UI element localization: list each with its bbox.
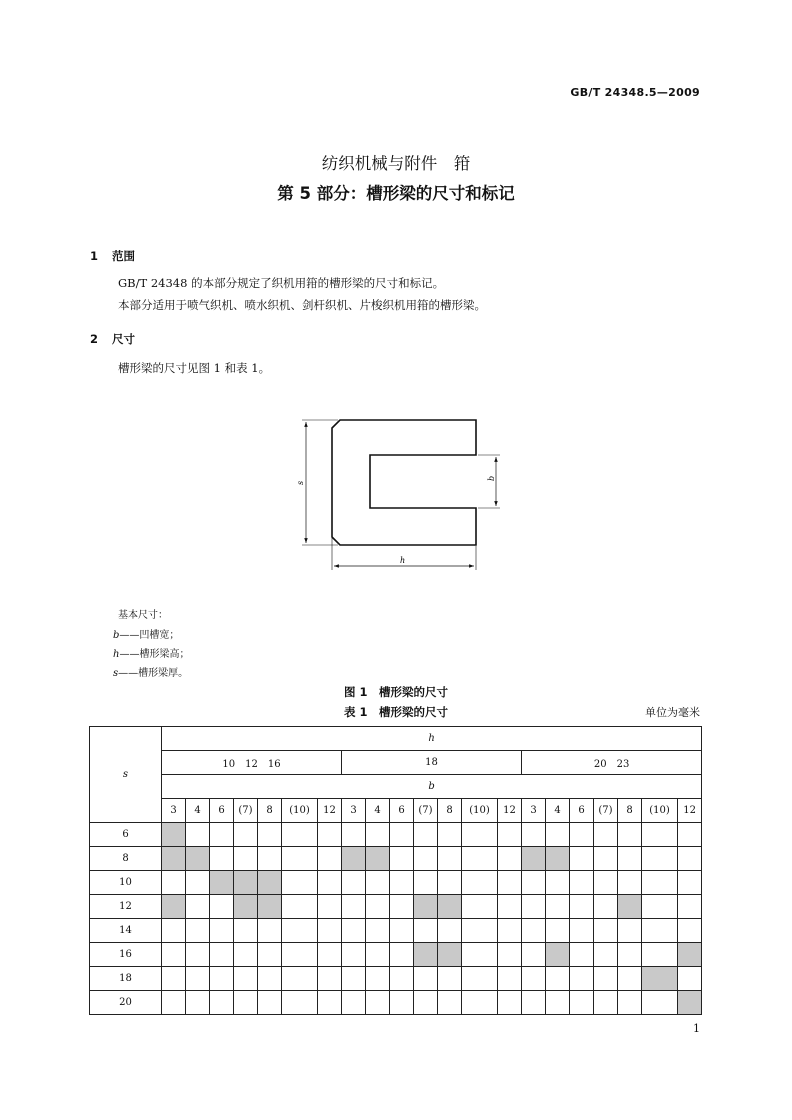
empty-cell xyxy=(162,919,186,943)
empty-cell xyxy=(522,967,546,991)
table-row xyxy=(90,991,702,1015)
legend-text: ——槽形梁高； xyxy=(119,649,190,660)
empty-cell xyxy=(546,991,570,1015)
empty-cell xyxy=(570,871,594,895)
shaded-cell xyxy=(162,895,186,919)
shaded-cell xyxy=(642,967,678,991)
empty-cell xyxy=(258,991,282,1015)
shaded-cell xyxy=(546,847,570,871)
b-value-cell: (10) xyxy=(462,799,498,823)
empty-cell xyxy=(594,823,618,847)
empty-cell xyxy=(594,943,618,967)
section-1-paragraph-2: 本部分适用于喷气织机、喷水织机、剑杆织机、片梭织机用箝的槽形梁。 xyxy=(118,298,486,312)
empty-cell xyxy=(414,871,438,895)
s-value-cell: 16 xyxy=(90,943,162,967)
empty-cell xyxy=(438,871,462,895)
empty-cell xyxy=(366,823,390,847)
s-value-cell: 12 xyxy=(90,895,162,919)
section-1-heading xyxy=(90,248,135,264)
empty-cell xyxy=(282,991,318,1015)
shaded-cell xyxy=(618,895,642,919)
shaded-cell xyxy=(234,871,258,895)
figure-legend-intro: 基本尺寸： xyxy=(118,610,168,621)
empty-cell xyxy=(390,919,414,943)
shaded-cell xyxy=(438,895,462,919)
empty-cell xyxy=(642,919,678,943)
empty-cell xyxy=(186,823,210,847)
b-value-cell: 4 xyxy=(186,799,210,823)
empty-cell xyxy=(546,871,570,895)
empty-cell xyxy=(342,967,366,991)
empty-cell xyxy=(594,871,618,895)
b-value-cell: 3 xyxy=(522,799,546,823)
table-caption: 表 1 槽形梁的尺寸 xyxy=(343,705,448,719)
empty-cell xyxy=(318,895,342,919)
empty-cell xyxy=(366,967,390,991)
empty-cell xyxy=(438,823,462,847)
empty-cell xyxy=(366,919,390,943)
empty-cell xyxy=(594,847,618,871)
page-number: 1 xyxy=(693,1022,700,1035)
empty-cell xyxy=(618,943,642,967)
shaded-cell xyxy=(342,847,366,871)
figure-legend-b xyxy=(113,626,179,641)
empty-cell xyxy=(414,919,438,943)
shaded-cell xyxy=(162,847,186,871)
shaded-cell xyxy=(546,943,570,967)
table-row xyxy=(90,895,702,919)
empty-cell xyxy=(570,991,594,1015)
empty-cell xyxy=(234,943,258,967)
empty-cell xyxy=(594,919,618,943)
empty-cell xyxy=(498,991,522,1015)
empty-cell xyxy=(438,919,462,943)
empty-cell xyxy=(570,895,594,919)
empty-cell xyxy=(642,895,678,919)
dimension-h-label: h xyxy=(400,556,406,565)
shaded-cell xyxy=(522,847,546,871)
empty-cell xyxy=(594,991,618,1015)
empty-cell xyxy=(234,823,258,847)
b-value-cell: 6 xyxy=(570,799,594,823)
empty-cell xyxy=(234,847,258,871)
empty-cell xyxy=(618,847,642,871)
shaded-cell xyxy=(414,895,438,919)
empty-cell xyxy=(570,919,594,943)
b-value-cell: 12 xyxy=(318,799,342,823)
dimension-s-label: s xyxy=(296,480,305,485)
table-row xyxy=(90,823,702,847)
empty-cell xyxy=(462,847,498,871)
empty-cell xyxy=(522,991,546,1015)
empty-cell xyxy=(678,823,702,847)
section-title: 范围 xyxy=(112,249,135,263)
empty-cell xyxy=(258,919,282,943)
table-row xyxy=(90,871,702,895)
empty-cell xyxy=(258,847,282,871)
empty-cell xyxy=(390,991,414,1015)
empty-cell xyxy=(618,967,642,991)
b-value-cell: 6 xyxy=(390,799,414,823)
empty-cell xyxy=(282,919,318,943)
empty-cell xyxy=(642,871,678,895)
empty-cell xyxy=(366,991,390,1015)
empty-cell xyxy=(210,991,234,1015)
empty-cell xyxy=(414,847,438,871)
s-value-cell: 8 xyxy=(90,847,162,871)
empty-cell xyxy=(390,871,414,895)
figure-caption: 图 1 槽形梁的尺寸 xyxy=(343,685,448,699)
empty-cell xyxy=(318,991,342,1015)
h-group: 18 xyxy=(342,751,522,775)
b-value-cell: 3 xyxy=(162,799,186,823)
empty-cell xyxy=(438,847,462,871)
figure-legend-h xyxy=(113,645,189,660)
section-1-paragraph-1: GB/T 24348 的本部分规定了织机用箝的槽形梁的尺寸和标记。 xyxy=(118,276,445,290)
shaded-cell xyxy=(414,943,438,967)
s-header: s xyxy=(90,727,162,823)
empty-cell xyxy=(258,943,282,967)
empty-cell xyxy=(390,943,414,967)
channel-beam-figure xyxy=(290,410,510,580)
empty-cell xyxy=(522,871,546,895)
empty-cell xyxy=(498,919,522,943)
empty-cell xyxy=(186,919,210,943)
shaded-cell xyxy=(210,871,234,895)
empty-cell xyxy=(318,919,342,943)
table-row xyxy=(90,967,702,991)
b-value-cell: 8 xyxy=(618,799,642,823)
empty-cell xyxy=(318,823,342,847)
empty-cell xyxy=(642,943,678,967)
b-header: b xyxy=(162,775,702,799)
shaded-cell xyxy=(186,847,210,871)
legend-text: ——槽形梁厚。 xyxy=(118,668,189,679)
empty-cell xyxy=(390,967,414,991)
section-number: 1 xyxy=(90,249,99,263)
s-value-cell: 6 xyxy=(90,823,162,847)
legend-text: ——凹槽宽； xyxy=(119,630,180,641)
empty-cell xyxy=(618,823,642,847)
empty-cell xyxy=(678,871,702,895)
standard-number: GB/T 24348.5—2009 xyxy=(570,86,700,99)
dimension-table xyxy=(89,726,702,1015)
b-value-cell: 4 xyxy=(546,799,570,823)
b-value-cell: 12 xyxy=(678,799,702,823)
b-value-cell: (10) xyxy=(642,799,678,823)
empty-cell xyxy=(462,919,498,943)
document-title: 纺织机械与附件 箝 xyxy=(321,154,471,173)
empty-cell xyxy=(522,943,546,967)
empty-cell xyxy=(210,943,234,967)
section-2-heading xyxy=(90,331,135,347)
b-value-cell: (10) xyxy=(282,799,318,823)
empty-cell xyxy=(522,919,546,943)
empty-cell xyxy=(462,991,498,1015)
s-value-cell: 20 xyxy=(90,991,162,1015)
empty-cell xyxy=(546,895,570,919)
b-value-cell: 3 xyxy=(342,799,366,823)
b-value-cell: 4 xyxy=(366,799,390,823)
empty-cell xyxy=(318,871,342,895)
s-value-cell: 14 xyxy=(90,919,162,943)
empty-cell xyxy=(618,991,642,1015)
empty-cell xyxy=(234,967,258,991)
empty-cell xyxy=(210,895,234,919)
empty-cell xyxy=(342,823,366,847)
shaded-cell xyxy=(258,895,282,919)
empty-cell xyxy=(162,871,186,895)
empty-cell xyxy=(186,991,210,1015)
empty-cell xyxy=(570,967,594,991)
empty-cell xyxy=(282,967,318,991)
empty-cell xyxy=(186,967,210,991)
empty-cell xyxy=(678,919,702,943)
empty-cell xyxy=(318,943,342,967)
empty-cell xyxy=(498,967,522,991)
empty-cell xyxy=(186,871,210,895)
empty-cell xyxy=(162,991,186,1015)
shaded-cell xyxy=(678,991,702,1015)
section-2-paragraph-1: 槽形梁的尺寸见图 1 和表 1。 xyxy=(118,361,271,375)
empty-cell xyxy=(210,967,234,991)
empty-cell xyxy=(282,847,318,871)
empty-cell xyxy=(678,967,702,991)
b-value-cell: 12 xyxy=(498,799,522,823)
empty-cell xyxy=(162,967,186,991)
empty-cell xyxy=(462,895,498,919)
section-title: 尺寸 xyxy=(112,332,135,346)
empty-cell xyxy=(642,991,678,1015)
empty-cell xyxy=(462,823,498,847)
empty-cell xyxy=(162,943,186,967)
empty-cell xyxy=(282,943,318,967)
empty-cell xyxy=(342,871,366,895)
b-value-cell: (7) xyxy=(414,799,438,823)
empty-cell xyxy=(498,871,522,895)
h-group: 10 12 16 xyxy=(162,751,342,775)
empty-cell xyxy=(462,871,498,895)
empty-cell xyxy=(498,895,522,919)
empty-cell xyxy=(438,967,462,991)
empty-cell xyxy=(522,895,546,919)
b-value-cell: 6 xyxy=(210,799,234,823)
empty-cell xyxy=(498,847,522,871)
legend-symbol: s xyxy=(113,668,119,679)
empty-cell xyxy=(366,895,390,919)
s-value-cell: 18 xyxy=(90,967,162,991)
empty-cell xyxy=(522,823,546,847)
shaded-cell xyxy=(438,943,462,967)
empty-cell xyxy=(546,967,570,991)
shaded-cell xyxy=(162,823,186,847)
empty-cell xyxy=(570,943,594,967)
figure-legend-s xyxy=(113,664,188,679)
b-value-cell: 8 xyxy=(258,799,282,823)
empty-cell xyxy=(414,967,438,991)
table-row xyxy=(90,919,702,943)
h-header: h xyxy=(162,727,702,751)
empty-cell xyxy=(570,847,594,871)
empty-cell xyxy=(318,847,342,871)
s-value-cell: 10 xyxy=(90,871,162,895)
empty-cell xyxy=(210,823,234,847)
shaded-cell xyxy=(258,871,282,895)
empty-cell xyxy=(546,823,570,847)
empty-cell xyxy=(282,895,318,919)
empty-cell xyxy=(234,991,258,1015)
empty-cell xyxy=(462,967,498,991)
shaded-cell xyxy=(678,943,702,967)
legend-symbol: b xyxy=(113,630,120,641)
h-group: 20 23 xyxy=(522,751,702,775)
empty-cell xyxy=(210,847,234,871)
empty-cell xyxy=(234,919,258,943)
empty-cell xyxy=(498,823,522,847)
table-row xyxy=(90,943,702,967)
empty-cell xyxy=(342,895,366,919)
channel-profile xyxy=(332,420,476,545)
empty-cell xyxy=(258,823,282,847)
table-unit: 单位为毫米 xyxy=(645,706,700,719)
empty-cell xyxy=(618,919,642,943)
dimension-b-label: b xyxy=(487,475,496,481)
empty-cell xyxy=(414,823,438,847)
empty-cell xyxy=(210,919,234,943)
empty-cell xyxy=(678,895,702,919)
empty-cell xyxy=(498,943,522,967)
empty-cell xyxy=(546,919,570,943)
empty-cell xyxy=(366,871,390,895)
empty-cell xyxy=(342,991,366,1015)
empty-cell xyxy=(366,943,390,967)
empty-cell xyxy=(282,823,318,847)
section-number: 2 xyxy=(90,332,99,346)
empty-cell xyxy=(594,895,618,919)
empty-cell xyxy=(570,823,594,847)
b-value-cell: 8 xyxy=(438,799,462,823)
empty-cell xyxy=(342,919,366,943)
empty-cell xyxy=(678,847,702,871)
empty-cell xyxy=(414,991,438,1015)
empty-cell xyxy=(438,991,462,1015)
legend-symbol: h xyxy=(113,649,120,660)
empty-cell xyxy=(258,967,282,991)
empty-cell xyxy=(390,895,414,919)
empty-cell xyxy=(282,871,318,895)
empty-cell xyxy=(462,943,498,967)
empty-cell xyxy=(618,871,642,895)
b-value-cell: (7) xyxy=(234,799,258,823)
empty-cell xyxy=(318,967,342,991)
empty-cell xyxy=(642,823,678,847)
empty-cell xyxy=(186,943,210,967)
shaded-cell xyxy=(234,895,258,919)
empty-cell xyxy=(642,847,678,871)
empty-cell xyxy=(594,967,618,991)
b-value-cell: (7) xyxy=(594,799,618,823)
shaded-cell xyxy=(366,847,390,871)
empty-cell xyxy=(186,895,210,919)
document-subtitle: 第 5 部分：槽形梁的尺寸和标记 xyxy=(277,184,515,203)
empty-cell xyxy=(342,943,366,967)
table-row xyxy=(90,847,702,871)
empty-cell xyxy=(390,823,414,847)
empty-cell xyxy=(390,847,414,871)
